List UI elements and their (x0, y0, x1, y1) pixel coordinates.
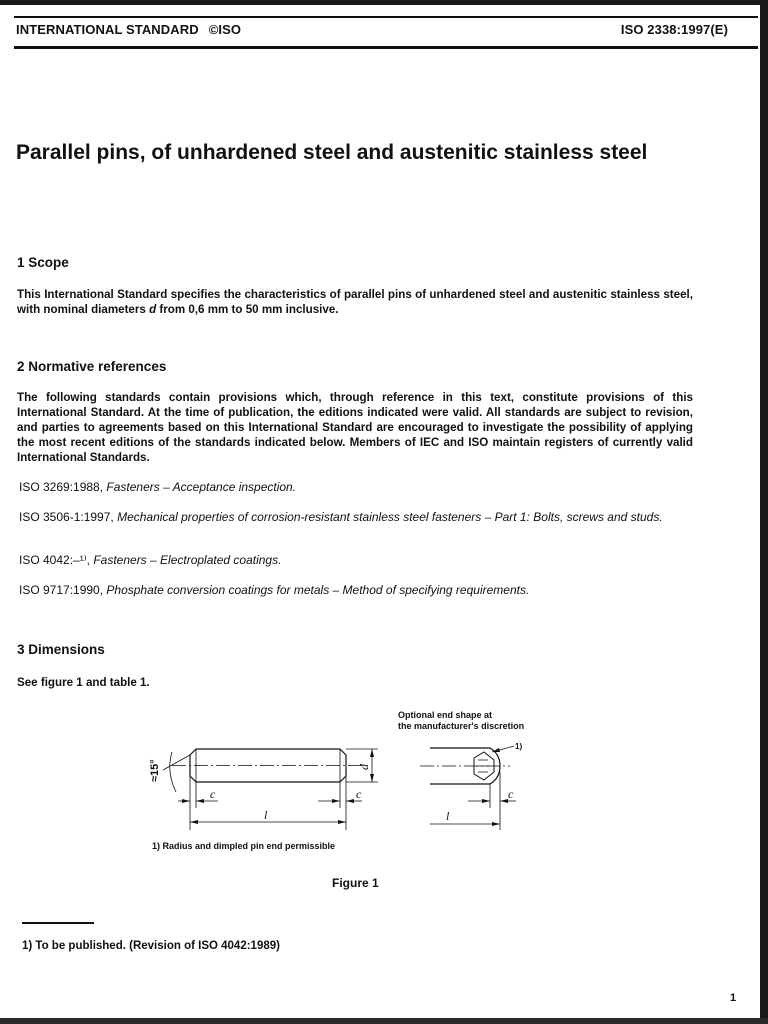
figure-caption: Figure 1 (332, 876, 379, 890)
reference-item: ISO 3269:1988, Fasteners – Acceptance inspection. (19, 480, 297, 494)
section-scope-heading: 1 Scope (17, 255, 69, 270)
section-dimensions-text: See figure 1 and table 1. (17, 676, 150, 689)
ref-marker: 1) (515, 742, 523, 751)
c-label-end: c (508, 787, 514, 801)
reference-item: ISO 9717:1990, Phosphate conversion coatings for metals – Method of specifying requirements. (19, 583, 530, 597)
l-label: l (264, 808, 268, 822)
section-scope-text: This International Standard specifies the characteristics of parallel pins of unhardened steel and austenitic stainless steel, with nominal diameters d from 0,6 mm to 50 mm inclusive. (17, 288, 693, 316)
angle-label: ≈15° (149, 759, 161, 782)
reference-item: ISO 3506-1:1997, Mechanical properties of corrosion-resistant stainless steel fasteners – Part 1: Bolts, screws and studs. (19, 510, 663, 524)
footnote-rule (22, 922, 94, 924)
l-label-end: l (446, 809, 450, 823)
c-label-right: c (356, 787, 362, 801)
d-label: d (357, 764, 371, 770)
footnote: 1) To be published. (Revision of ISO 4042:1989) (22, 940, 280, 952)
reference-item: ISO 4042:–¹⁾, Fasteners – Electroplated coatings. (19, 553, 282, 567)
header-iso-mark: ©ISO (208, 22, 242, 37)
optional-end-note: Optional end shape at the manufacturer's discretion (398, 710, 525, 731)
c-label-left: c (210, 787, 216, 801)
section-normative-heading: 2 Normative references (17, 359, 167, 374)
document-title: Parallel pins, of unhardened steel and austenitic stainless steel (16, 141, 648, 164)
header-standard-type: INTERNATIONAL STANDARD (16, 22, 199, 37)
section-dimensions-heading: 3 Dimensions (17, 642, 105, 657)
header-document-number: ISO 2338:1997(E) (620, 22, 728, 37)
figure-note: 1) Radius and dimpled pin end permissible (152, 841, 336, 851)
page-number: 1 (730, 992, 737, 1004)
section-normative-text: The following standards contain provisions which, through reference in this text, constitute provisions of this International Standard. At the time of publication, the editions indicated were valid. All standards are subject to revision, and parties to agreements based on this International Standard are encouraged to investigate the possibility of applying the most recent editions of the standards indicated below. Members of IEC and ISO maintain registers of currently valid International Standards. (17, 391, 693, 464)
